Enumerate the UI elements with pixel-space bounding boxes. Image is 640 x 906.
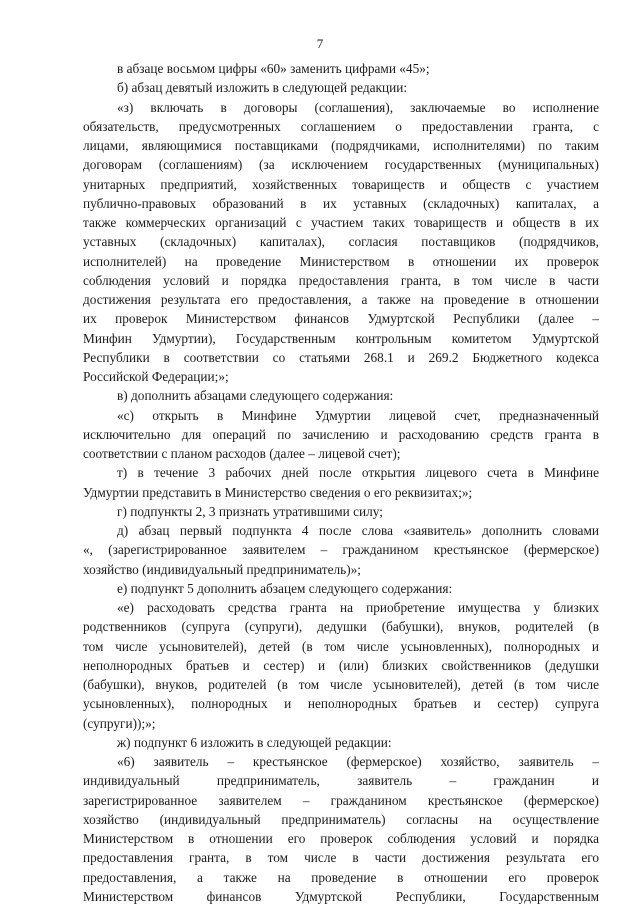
text-line: публично-правовых образований в их уставных (складочных) капиталах, а [83,195,599,211]
text-line: «, (зарегистрированное заявителем – гражданином крестьянское (фермерское) [83,542,599,558]
text-line: ж) подпункт 6 изложить в следующей редакции: [117,734,392,750]
text-line: неполнородных братьев и сестер) и (или) близких свойственников (дедушки [83,657,599,673]
text-line: Министерством финансов Удмуртской Республики, Государственным [83,888,599,904]
text-line: лицами, являющимися поставщиками (подрядчиками, исполнителями) по таким [83,138,599,153]
text-line: родственников (супруга (супруги), дедушки (бабушки), внуков, родителей (в [83,619,599,635]
text-line: индивидуальный предприниматель, заявитель – гражданин и [83,773,599,789]
text-line: в абзаце восьмом цифры «60» заменить цифрами «45»; [117,61,430,76]
text-line: «с) открыть в Минфине Удмуртии лицевой счет, предназначенный [117,407,599,423]
text-line: их проверок Министерством финансов Удмуртской Республики (далее – [83,311,599,327]
text-line: предоставления гранта, в том числе в части достижения результата его [83,850,599,866]
document-body [83,59,599,906]
text-line: хозяйство (индивидуальный предприниматель)»; [83,561,361,577]
text-line: соблюдения условий и порядка предоставления гранта, в том числе в части [83,272,599,288]
text-line: том числе усыновителей), детей (в том числе усыновленных), полнородных и [83,638,599,654]
text-line: г) подпункты 2, 3 признать утратившими силу; [117,503,383,519]
text-line: Минфин Удмуртии), Государственным контрольным комитетом Удмуртской [83,330,599,346]
text-line: Российской Федерации;»; [83,369,229,384]
text-line: хозяйство (индивидуальный предприниматель) согласны на осуществление [83,811,599,827]
text-line: уставных (складочных) капиталах), согласия поставщиков (подрядчиков, [83,234,599,250]
text-line: предоставления, а также на проведение в отношении его проверок [83,869,599,885]
text-line: «6) заявитель – крестьянское (фермерское) хозяйство, заявитель – [117,754,599,769]
text-line: договорам (соглашениям) (за исключением государственных (муниципальных) [83,157,599,173]
text-line: б) абзац девятый изложить в следующей редакции: [117,80,408,96]
text-line: (супруги));»; [83,715,156,731]
text-line: «з) включать в договоры (соглашения), заключаемые во исполнение [117,99,599,115]
text-line: обязательств, предусмотренных соглашением о предоставлении гранта, с [83,118,599,134]
text-line: усыновленных), полнородных и неполнородных братьев и сестер) супруга [83,696,599,712]
text-line: также коммерческих организаций с участием таких товариществ и обществ в их [83,215,599,230]
text-line: Республики в соответствии со статьями 268.1 и 269.2 Бюджетного кодекса [83,349,599,365]
text-line: Удмуртии представить в Министерство сведения о его реквизитах;»; [83,484,473,500]
text-line: е) подпункт 5 дополнить абзацем следующего содержания: [117,580,453,596]
text-line: (бабушки), внуков, родителей (в том числе усыновителей), детей (в том числе [83,677,599,692]
page-number: 7 [316,36,324,51]
text-line: «е) расходовать средства гранта на приобретение имущества у близких [117,600,599,615]
text-line: в) дополнить абзацами следующего содержания: [117,388,394,404]
text-line: исполнителей) на проведение Министерством в отношении их проверок [83,253,599,269]
text-line: соответствии с планом расходов (далее – лицевой счет); [83,446,401,461]
text-line: достижения результата его предоставления, а также на проведение в отношении [83,292,599,307]
text-line: зарегистрированное заявителем – гражданином крестьянское (фермерское) [83,792,599,808]
text-line: Министерством в отношении его проверок соблюдения условий и порядка [83,831,599,846]
text-line: исключительно для операций по зачислению и расходованию средств гранта в [83,426,599,442]
text-line: д) абзац первый подпункта 4 после слова «заявитель» дополнить словами [117,523,599,538]
text-line: унитарных предприятий, хозяйственных товариществ и обществ с участием [83,176,599,192]
text-line: т) в течение 3 рабочих дней после открытия лицевого счета в Минфине [117,465,599,481]
